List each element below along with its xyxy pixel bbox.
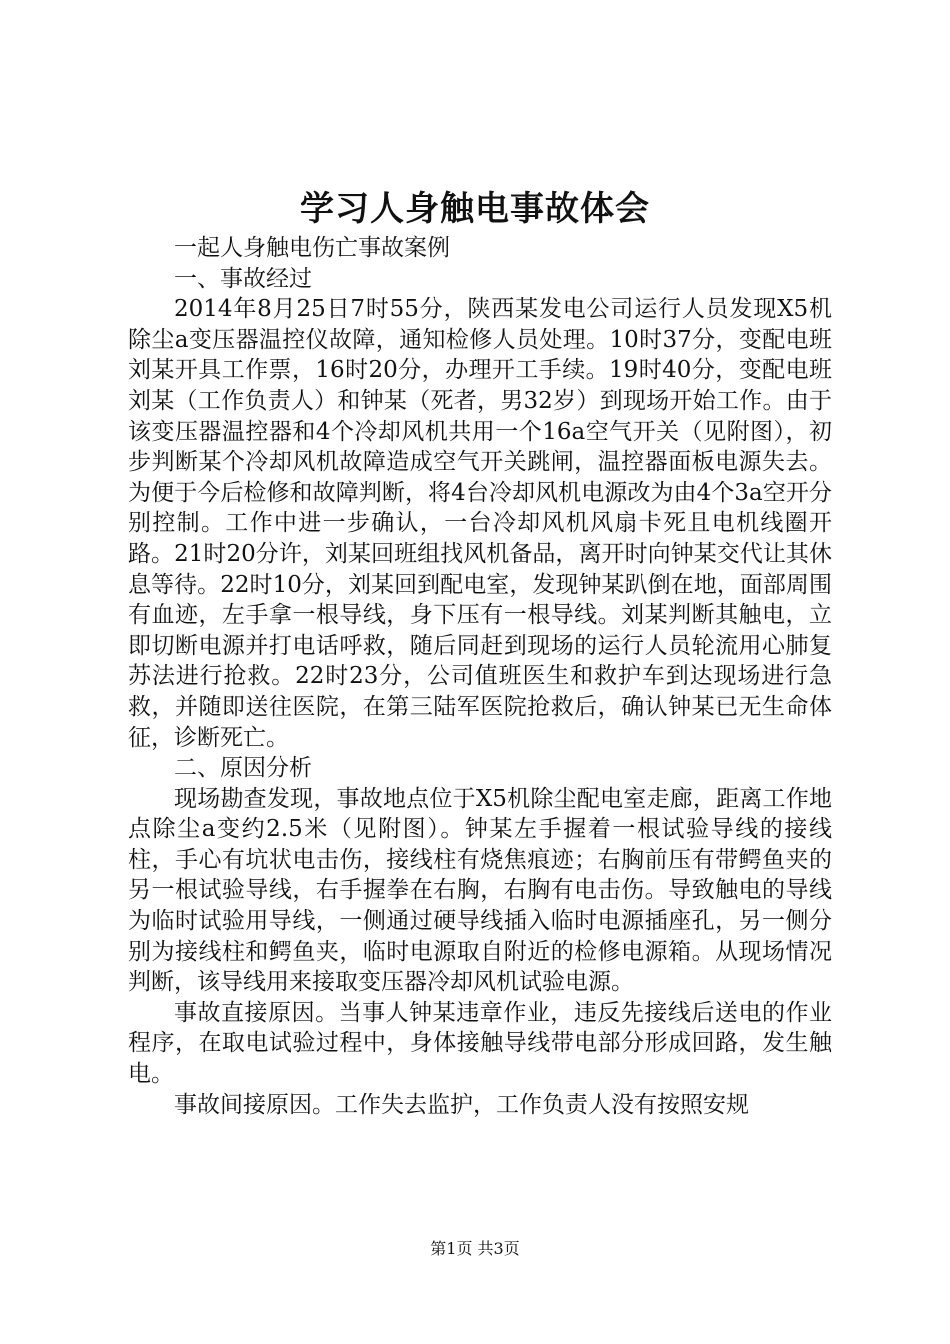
paragraph-accident-process: 2014年8月25日7时55分，陕西某发电公司运行人员发现X5机除尘a变压器温控仪故障，通知检修人员处理。10时37分，变配电班刘某开具工作票，16时20分，办理开工手续。19时40分，变配电班刘某（工作负责人）和钟某（死者，男32岁）到现场开始工作。由于该变压器温控器和4个冷却风机共用一个16a空气开关（见附图），初步判断某个冷却风机故障造成空气开关跳闸，温控器面板电源失去。为便于今后检修和故障判断，将4台冷却风机电源改为由4个3a空开分别控制。工作中进一步确认，一台冷却风机风扇卡死且电机线圈开路。21时20分许，刘某回班组找风机备品，离开时向钟某交代让其休息等待。22时10分，刘某回到配电室，发现钟某趴倒在地，面部周围有血迹，左手拿一根导线，身下压有一根导线。刘某判断其触电，立即切断电源并打电话呼救，随后同赶到现场的运行人员轮流用心肺复苏法进行抢救。22时23分，公司值班医生和救护车到达现场进行急救，并随即送往医院，在第三陆军医院抢救后，确认钟某已无生命体征，诊断死亡。 xyxy=(128,296,832,751)
document-body xyxy=(128,233,832,1120)
paragraph-indirect-cause: 事故间接原因。工作失去监护，工作负责人没有按照安规 xyxy=(174,1091,749,1118)
paragraph-section-2-heading: 二、原因分析 xyxy=(174,755,312,782)
paragraph-case-title: 一起人身触电伤亡事故案例 xyxy=(174,235,450,261)
paragraph-site-investigation: 现场勘查发现，事故地点位于X5机除尘配电室走廊，距离工作地点除尘a变约2.5米（见附图）。钟某左手握着一根试验导线的接线柱，手心有坑状电击伤，接线柱有烧焦痕迹；右胸前压有带鳄鱼夹的另一根试验导线，右手握拳在右胸，右胸有电击伤。导致触电的导线为临时试验用导线，一侧通过硬导线插入临时电源插座孔，另一侧分别为接线柱和鳄鱼夹，临时电源取自附近的检修电源箱。从现场情况判断，该导线用来接取变压器冷却风机试验电源。 xyxy=(128,785,832,996)
paragraph-direct-cause: 事故直接原因。当事人钟某违章作业，违反先接线后送电的作业程序，在取电试验过程中，身体接触导线带电部分形成回路，发生触电。 xyxy=(128,999,832,1088)
page-footer: 第1页 共3页 xyxy=(430,1239,520,1258)
document-title: 学习人身触电事故体会 xyxy=(300,189,650,229)
paragraph-section-1-heading: 一、事故经过 xyxy=(174,265,312,292)
